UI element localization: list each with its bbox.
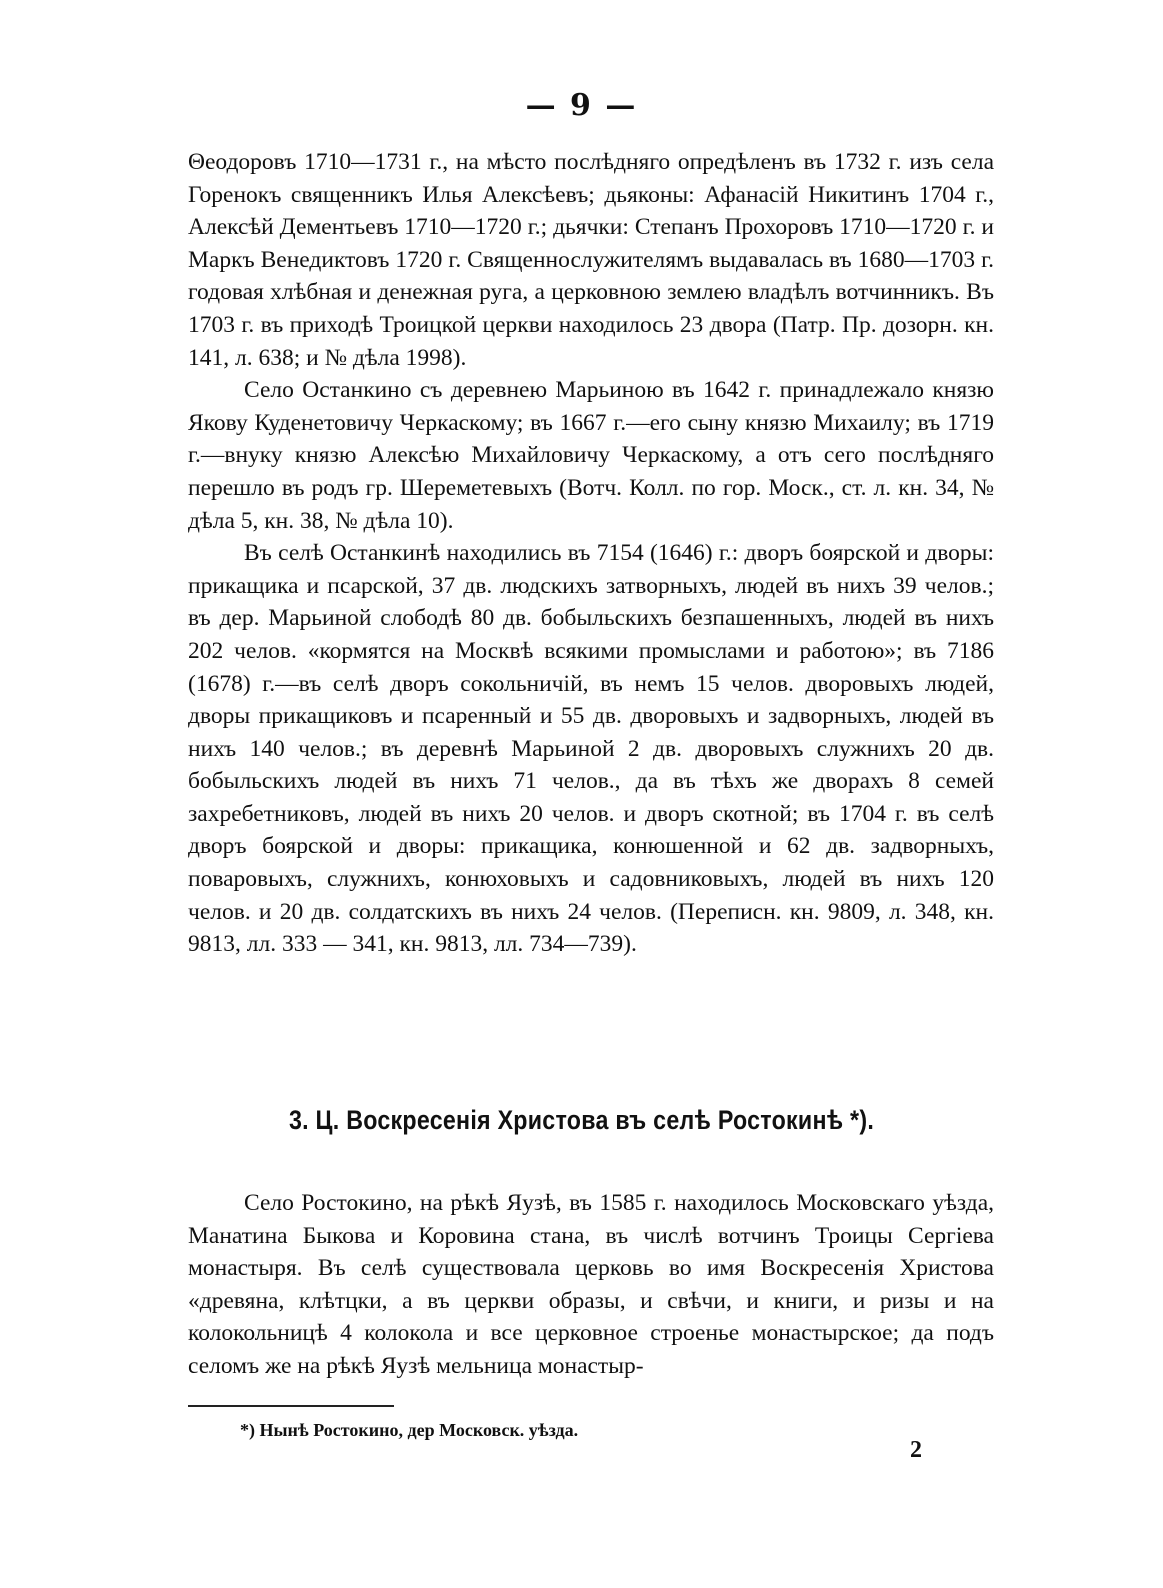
paragraph-continuation: Θеодоровъ 1710—1731 г., на мѣсто послѣдняго опредѣленъ въ 1732 г. изъ села Горенокъ священникъ Илья Алексѣевъ; дьяконы: Афанасій Никитинъ 1704 г., Алексѣй Дементьевъ 1710—1720 г.; дьячки: Степанъ Прохоровъ 1710—1720 г. и Маркъ Венедиктовъ 1720 г. Священнослужителямъ выдавалась въ 1680—1703 г. годовая хлѣбная и денежная руга, а церковною землею владѣлъ вотчинникъ. Въ 1703 г. въ приходѣ Троицкой церкви находилось 23 двора (Патр. Пр. дозорн. кн. 141, л. 638; и № дѣла 1998). bbox=[188, 149, 994, 371]
paragraph-ostankino-census: Въ селѣ Останкинѣ находились въ 7154 (1646) г.: дворъ боярской и дворы: прикащика и псарской, 37 дв. людскихъ затворныхъ, людей въ нихъ 39 челов.; въ дер. Марьиной слободѣ 80 дв. бобыльскихъ безпашенныхъ, людей въ нихъ 202 челов. «кормятся на Москвѣ всякими промыслами и работою»; въ 7186 (1678) г.—въ селѣ дворъ сокольничій, въ немъ 15 челов. дворовыхъ людей, дворы прикащиковъ и псаренный и 55 дв. дворовыхъ и задворныхъ, людей въ нихъ 140 челов.; въ деревнѣ Марьиной 2 дв. дворовыхъ служнихъ 20 дв. бобыльскихъ людей въ нихъ 71 челов., да въ тѣхъ же дворахъ 8 семей захребетниковъ, людей въ нихъ 20 челов. и дворъ скотной; въ 1704 г. въ селѣ дворъ боярской и дворы: прикащика, конюшенной и 62 дв. задворныхъ, поваровыхъ, служнихъ, конюховыхъ и садовниковыхъ, людей въ нихъ 120 челов. и 20 дв. солдатскихъ въ нихъ 24 челов. (Переписн. кн. 9809, л. 348, кн. 9813, лл. 333 — 341, кн. 9813, лл. 734—739). bbox=[188, 540, 994, 958]
signature-mark: 2 bbox=[910, 1437, 922, 1463]
footnote: *) Нынѣ Ростокино, дер Московск. уѣзда. bbox=[240, 1420, 579, 1440]
paragraph-rostokino: Село Ростокино, на рѣкѣ Яузѣ, въ 1585 г. находилось Московскаго уѣзда, Манатина Быкова и Коровина стана, въ числѣ вотчинъ Троицы Сергіева монастыря. Въ селѣ существовала церковь во имя Воскресенія Христова «древяна, клѣтцки, а въ церкви образы, и свѣчи, и книги, и ризы и на колокольницѣ 4 колокола и все церковное строенье монастырское; да подъ селомъ же на рѣкѣ Яузѣ мельница монастыр- bbox=[188, 1190, 994, 1379]
footnote-divider bbox=[188, 1405, 394, 1407]
paragraph-ostankino-owners: Село Останкино съ деревнею Марьиною въ 1642 г. принадлежало князю Якову Куденетовичу Черкаскому; въ 1667 г.—его сыну князю Михаилу; въ 1719 г.—внуку князю Алексѣю Михайловичу Черкаскому, а отъ сего послѣдняго перешло въ родъ гр. Шереметевыхъ (Вотч. Колл. по гор. Моск., ст. л. кн. 34, № дѣла 5, кн. 38, № дѣла 10). bbox=[188, 377, 994, 534]
page-number: — 9 — bbox=[525, 88, 638, 123]
section-heading: 3. Ц. Воскресенія Христова въ селѣ Ростокинѣ *). bbox=[288, 1105, 875, 1135]
body-text-top bbox=[188, 146, 994, 961]
body-text-bottom bbox=[188, 1187, 994, 1383]
